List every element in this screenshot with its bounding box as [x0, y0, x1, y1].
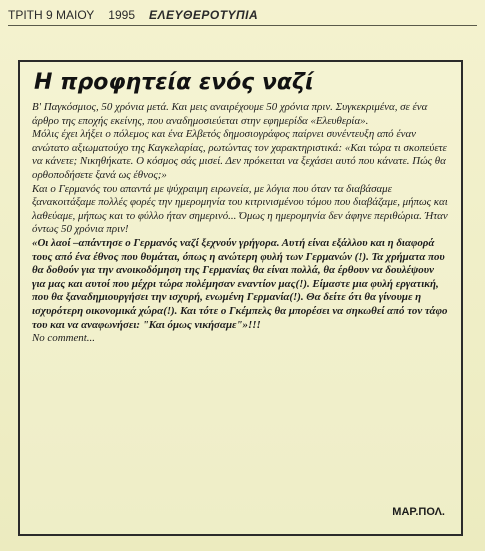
article-body	[32, 101, 449, 346]
masthead	[8, 6, 477, 24]
masthead-rule	[8, 25, 477, 26]
article-paragraph: Και ο Γερμανός του απαντά με ψύχραιμη ειρωνεία, με λόγια που όταν τα διαβάσαμε ξανακοιτάξαμε πολλές φορές την ημερομηνία του κιτρινισμένου τόμου που διαβάζαμε, μήπως και λαθεύαμε, μήπως και το φύλλο ήταν σημερινό... Όμως η ημερομηνία δεν άφηνε περιθώρια. Ήταν όντως 50 χρόνια πριν!	[32, 182, 448, 236]
masthead-date: ΤΡΙΤΗ 9 ΜΑΙΟΥ	[8, 8, 95, 22]
article-quote: «Οι λαοί –απάντησε ο Γερμανός ναζί ξεχνούν γρήγορα. Αυτή είναι εξάλλου και η διαφορά τους από ένα έθνος που θυμάται, όπως η ανώτερη φυλή των Γερμανών (!). Τα χρήματα που θα δοθούν για την ανοικοδόμηση της Γερμανίας θα είναι πολλά, θα έρθουν να δουλέψουν για μας και αυτοί που μέχρι τώρα πολέμησαν εναντίον μας(!). Είμαστε μια φυλή εργατική, που θα ξαναδημιουργήσει την ισχυρή, ενωμένη Γερμανία(!). Θα δείτε ότι θα γίνουμε η ισχυρότερη οικονομικά χώρα(!). Και τότε ο Γκέμπελς θα μπορέσει να σηκωθεί από τον τάφο του και να αναφωνήσει: "Και όμως νικήσαμε"»!!!	[32, 236, 448, 331]
article-headline: Η προφητεία ενός ναζί	[34, 70, 314, 95]
article-box	[18, 60, 463, 536]
article-paragraph: Β' Παγκόσμιος, 50 χρόνια μετά. Και μεις αναιρέχουμε 50 χρόνια πριν. Συγκεκριμένα, σε ένα άρθρο της εποχής εκείνης, που αναδημοσιεύεται στην εφημερίδα «Ελευθερία».	[32, 101, 428, 127]
article-closing: No comment...	[32, 332, 95, 345]
article-signature: ΜΑΡ.ΠΟΛ.	[392, 506, 445, 518]
article-paragraph: Μόλις έχει λήξει ο πόλεμος και ένα Ελβετός δημοσιογράφος παίρνει συνέντευξη από έναν ανώτατο αξιωματούχο της Καγκελαρίας, ρωτώντας τον χαρακτηριστικά: «Και τώρα τι σκοπεύετε να κάνετε; Νικηθήκατε. Ο κόσμος σάς μισεί. Δεν πρόκειται να ξεχάσει αυτό που κάνατε. Πώς θα ορθοποδήσετε ξανά ως έθνος;»	[32, 128, 447, 181]
masthead-paper-name: ΕΛΕΥΘΕΡΟΤΥΠΙΑ	[149, 8, 259, 22]
masthead-year: 1995	[108, 8, 135, 22]
